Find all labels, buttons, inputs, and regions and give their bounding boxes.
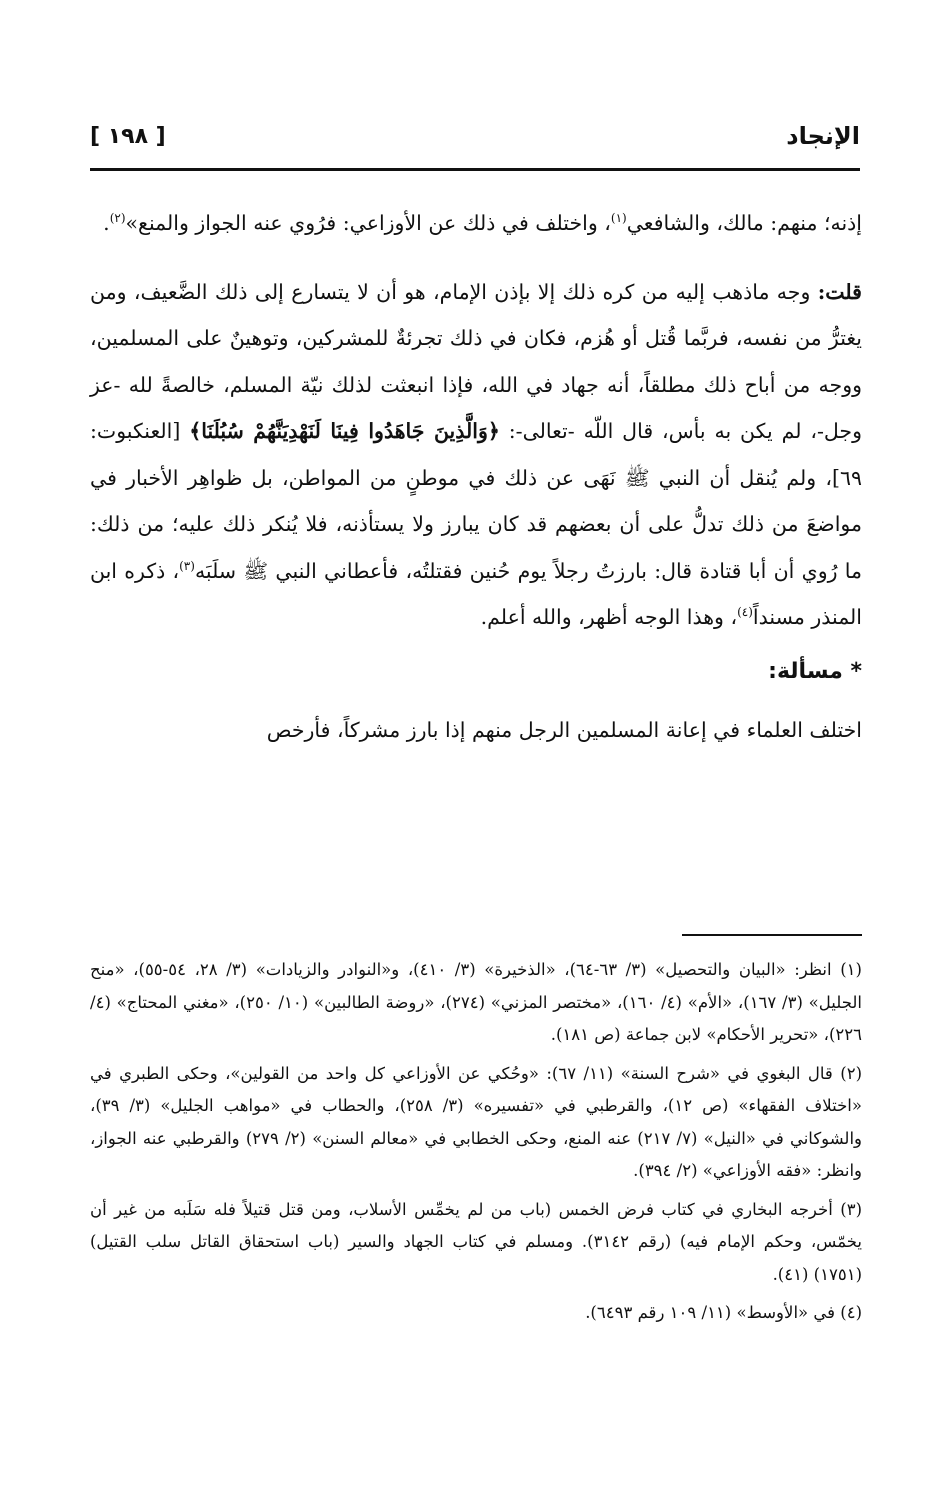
footnote-2: (٢) قال البغوي في «شرح السنة» (١١/ ٦٧): «وحُكي عن الأوزاعي كل واحد من القولين»، وحكى الطبري في «اختلاف الفقهاء» (ص ١٢)، والقرطبي في «تفسيره» (٣/ ٢٥٨)، والحطاب في «مواهب الجليل» (٣/ ٣٩)، والشوكاني في «النيل» (٧/ ٢١٧) عنه المنع، وحكى الخطابي في «معالم السنن» (٢/ ٢٧٩) والقرطبي عنه الجواز، وانظر: «فقه الأوزاعي» (٢/ ٣٩٤). (90, 1063, 863, 1180)
para2-lead: قلت: (817, 279, 862, 304)
footnote-4: (٤) في «الأوسط» (١١/ ١٠٩ رقم ٦٤٩٣). (585, 1303, 862, 1322)
paragraph-3: اختلف العلماء في إعانة المسلمين الرجل منهم إذا بارز مشركاً، فأرخص (266, 718, 862, 742)
main-text (90, 200, 862, 754)
paragraph-1 (90, 200, 862, 247)
para1-part2: ، واختلف في ذلك عن الأوزاعي: فرُوي عنه الجواز والمنع» (125, 211, 611, 235)
quran-verse: ﴿وَالَّذِينَ جَاهَدُوا فِينَا لَنَهْدِيَنَّهُمْ سُبُلَنَا﴾ (189, 419, 500, 443)
para1-part1: إذنه؛ منهم: مالك، والشافعي (626, 211, 862, 235)
header-divider (90, 168, 860, 171)
para1-part3: . (103, 211, 110, 235)
footnote-3: (٣) أخرجه البخاري في كتاب فرض الخمس (باب من لم يخمِّس الأسلاب، ومن قتل قتيلاً فله سَلَبه من غير أن يخمّس، وحكم الإمام فيه) (رقم ٣١٤٢). ومسلم في كتاب الجهاد والسير (باب استحقاق القاتل سلب القتيل) (١٧٥١) (٤١). (90, 1199, 862, 1284)
footnote-divider (682, 934, 862, 936)
para2-part1: وجه ماذهب إليه من كره ذلك إلا بإذن الإمام، هو أن لا يتسارع إلى ذلك الضَّعيف، ومن يغترُّ من نفسه، فربَّما قُتل أو هُزم، فكان في ذلك تجرئةٌ للمشركين، وتوهينٌ على المسلمين، ووجه من أباح ذلك مطلقاً، أنه جهاد في الله، فإذا انبعثت لذلك نيّة المسلم، خالصةً لله -عز وجل-، لم يكن به بأس، قال اللّه -تعالى-: (90, 279, 862, 443)
page-header (90, 122, 860, 166)
footnote-ref-2[interactable]: (٢) (109, 211, 126, 226)
page-number: [ ١٩٨ ] (90, 124, 166, 149)
footnotes (90, 954, 862, 1336)
footnote-ref-3[interactable]: (٣) (179, 558, 195, 573)
paragraph-2 (90, 269, 862, 641)
para2-part3: ، ذكره ابن المنذر مسنداً (90, 558, 862, 629)
footnote-1: (١) انظر: «البيان والتحصيل» (٣/ ٦٣-٦٤)، «الذخيرة» (٣/ ٤١٠)، و«النوادر والزيادات» (٣/ ٢٨، ٥٤-٥٥)، «منح الجليل» (٣/ ١٦٧)، «الأم» (٤/ ١٦٠)، «مختصر المزني» (٢٧٤)، «روضة الطالبين» (١٠/ ٢٥٠)، «مغني المحتاج» (٤/ ٢٢٦)، «تحرير الأحكام» لابن جماعة (ص ١٨١). (90, 960, 862, 1044)
para2-part2: [العنكبوت: ٦٩]، ولم يُنقل أن النبي ﷺ نَهَى عن ذلك في موطنٍ من المواطن، بل ظواهِر الأخبار في مواضعَ من ذلك تدلُّ على أن بعضهم قد كان يبارز ولا يستأذنه، فلا يُنكر ذلك عليه؛ من ذلك: ما رُوي أن أبا قتادة قال: بارزتُ رجلاً يوم حُنين فقتلتُه، فأعطاني النبي ﷺ سلَبَه (90, 419, 862, 583)
issue-heading: * مسألة: (768, 658, 862, 684)
para2-part4: ، وهذا الوجه أظهر، والله أعلم. (480, 605, 738, 629)
footnote-ref-1[interactable]: (١) (610, 211, 627, 226)
book-title: الإنجاد (786, 122, 860, 150)
footnote-ref-4[interactable]: (٤) (737, 605, 753, 620)
